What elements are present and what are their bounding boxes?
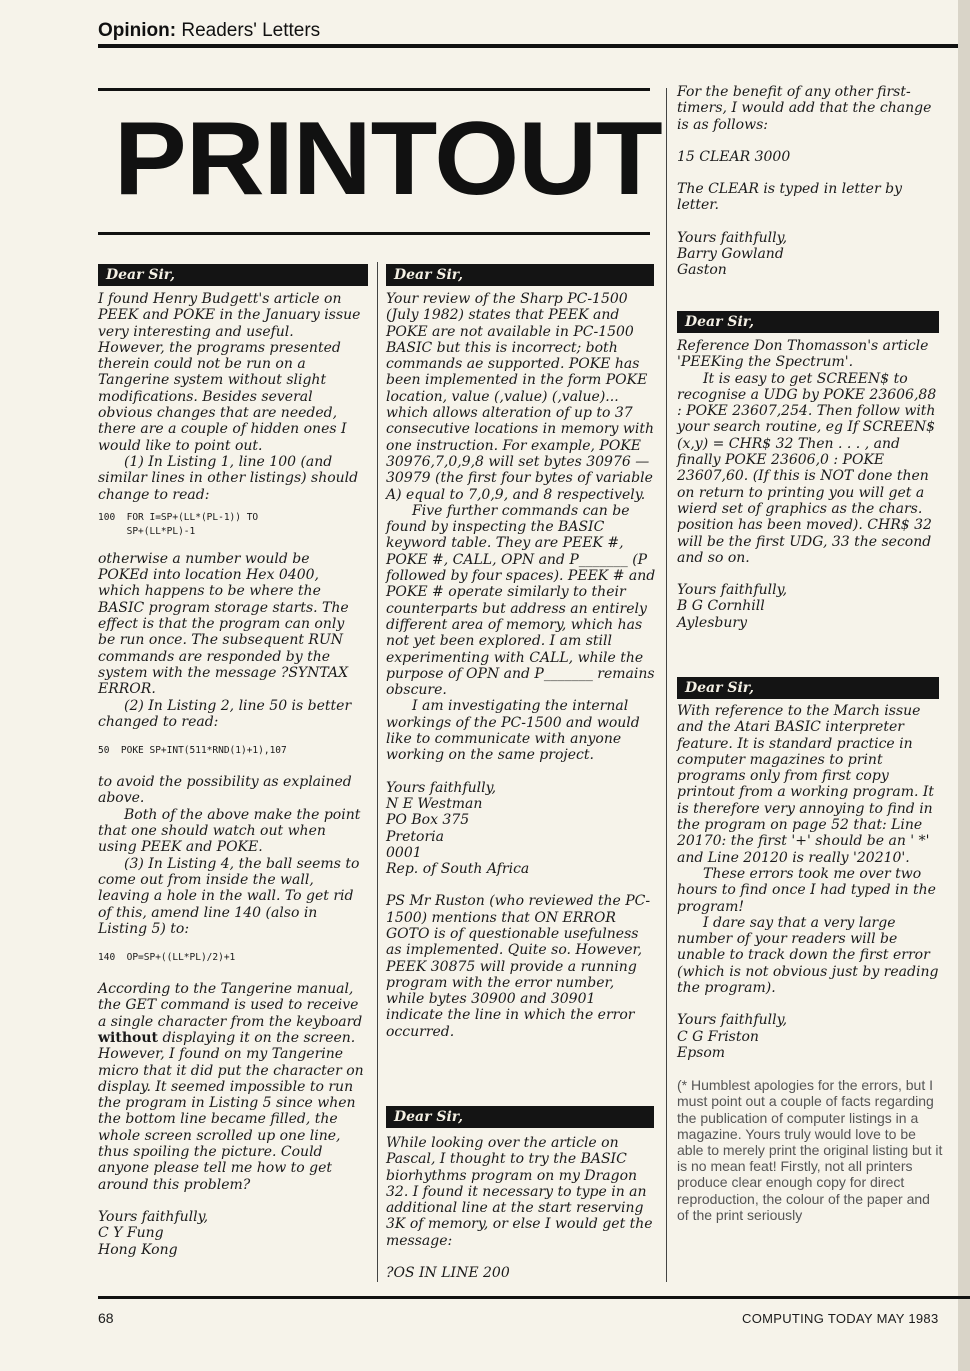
page-edge xyxy=(958,0,970,1371)
signature-place: Gaston xyxy=(677,262,727,279)
signature-closing: Yours faithfully, xyxy=(386,779,497,796)
signature-place: Hong Kong xyxy=(98,1241,178,1258)
letter-paragraph: Your review of the Sharp PC-1500 (July 1982) states that PEEK and POKE are not available in PC-1500 BASIC but this is incorrect; both commands ae supported. POKE has been implemented in the form POKE location, value (,value) (,value)... which allows alteration of up to 37 consecutive locations in memory with one instruction. For example, POKE 30976,7,0,9,8 will set bytes 30976 — 30979 (the first four bytes of variable A) equal to 7,0,9, and 8 respectively. xyxy=(386,291,655,503)
signature-address: Pretoria xyxy=(386,828,444,845)
column-divider xyxy=(377,262,378,1282)
signature-address: 0001 xyxy=(386,844,422,861)
section-sublabel: Readers' Letters xyxy=(181,20,321,41)
letter-5 xyxy=(677,703,945,1223)
emphasis-text: without xyxy=(98,1029,158,1046)
section-label: Opinion: xyxy=(98,20,177,41)
column-divider xyxy=(666,88,667,1282)
signature-place: Aylesbury xyxy=(677,614,747,631)
letter-1 xyxy=(98,291,364,1258)
letter-4 xyxy=(677,338,945,631)
masthead-title: PRINTOUT xyxy=(113,101,662,217)
signature-address: Rep. of South Africa xyxy=(386,861,530,878)
salutation-banner: Dear Sir, xyxy=(386,1106,654,1128)
letter-2 xyxy=(386,291,656,1040)
letter-paragraph: Both of the above make the point that one should watch out when using PEEK and POKE. xyxy=(98,806,361,856)
signature-name: B G Cornhill xyxy=(677,598,765,615)
letter-paragraph: ?OS IN LINE 200 xyxy=(386,1265,510,1282)
magazine-issue: COMPUTING TODAY MAY 1983 xyxy=(742,1311,939,1326)
text-run: displaying it on the screen. However, I found on my Tangerine micro that it did put the character on display. It seemed impossible to run the program in Listing 5 since when the bottom line became filled, the whole screen scrolled up one line, thus spoiling the picture. Could anyone please tell me how to get around this problem? xyxy=(98,1029,364,1193)
letter-paragraph: The CLEAR is typed in letter by letter. xyxy=(677,181,902,214)
letter-paragraph: With reference to the March issue and the Atari BASIC interpreter feature. It is standard practice in computer magazines to print programs only from first copy printout from a working program. It is therefore very annoying to find in the program on page 52 that: Line 20170: the first '+' should be an ' *' and Line 20120 is really '20210'. xyxy=(677,703,935,866)
signature-address: PO Box 375 xyxy=(386,812,470,829)
footer-rule xyxy=(98,1296,970,1299)
section-header xyxy=(98,20,320,42)
letter-paragraph: otherwise a number would be POKEd into location Hex 0400, which happens to be where the BASIC program storage starts. The effect is that the program can only be run once. The subsequent RUN commands are responded by the system with the message ?SYNTAX ERROR. xyxy=(98,550,349,698)
text-run: According to the Tangerine manual, the GET command is used to receive a single character from the keyboard xyxy=(98,981,363,1030)
letter-paragraph: These errors took me over two hours to find once I had typed in the program! xyxy=(677,865,936,915)
letter-paragraph: I am investigating the internal workings of the PC-1500 and would like to communicate with anyone working on the same project. xyxy=(386,698,640,764)
signature-name: C Y Fung xyxy=(98,1225,164,1242)
letter-paragraph: For the benefit of any other first-timers, I would add that the change is as follows: xyxy=(677,84,932,133)
code-listing: 140 OP=SP+((LL*PL)/2)+1 xyxy=(98,952,236,964)
letter-paragraph: (1) In Listing 1, line 100 (and similar lines in other listings) should change to read: xyxy=(98,453,359,503)
letter-paragraph: I dare say that a very large number of your readers will be unable to track down the first error (which is not obvious just by reading the program). xyxy=(677,914,939,997)
code-listing: 100 FOR I=SP+(LL*(PL-1)) TO SP+(LL*PL)-1 xyxy=(98,511,259,537)
signature-closing: Yours faithfully, xyxy=(98,1208,209,1225)
signature-name: Barry Gowland xyxy=(677,246,784,263)
masthead-top-rule xyxy=(98,88,650,91)
header-rule xyxy=(98,44,970,48)
letter-paragraph: While looking over the article on Pascal, I thought to try the BASIC biorhythms program on my Dragon 32. I found it necessary to type in an additional line at the start reserving 3K of memory, or else I would get the message: xyxy=(386,1135,653,1249)
letter-paragraph: Five further commands can be found by inspecting the BASIC keyword table. They are PEEK #, POKE #, CALL, OPN and P_______ (P followed by four spaces). PEEK # and POKE # operate similarly to their counterparts but address an entirely different area of memory, which has not yet been explored. I am still experimenting with CALL, while the purpose of OPN and P_______ remains obscure. xyxy=(386,502,656,699)
letter-paragraph: I found Henry Budgett's article on PEEK and POKE in the January issue very interesting and useful. However, the programs presented therein could not be run on a Tangerine system without slight modifications. Besides several obvious changes that are needed, there are a couple of hidden ones I would like to point out. xyxy=(98,291,361,454)
masthead-bottom-rule xyxy=(98,232,650,235)
letter-paragraph xyxy=(98,981,364,1193)
salutation-banner: Dear Sir, xyxy=(677,677,939,699)
letter-paragraph: to avoid the possibility as explained above. xyxy=(98,774,352,807)
salutation-banner: Dear Sir, xyxy=(386,264,654,286)
signature-closing: Yours faithfully, xyxy=(677,582,788,599)
letter-paragraph: (3) In Listing 4, the ball seems to come out from inside the wall, leaving a hole in the wall. To get rid of this, amend line 140 (also in Listing 5) to: xyxy=(98,855,360,937)
code-listing: 50 POKE SP+INT(511*RND(1)+1),107 xyxy=(98,745,287,757)
editor-reply: (* Humblest apologies for the errors, but I must point out a couple of facts regarding the publication of computer listings in a magazine. Yours truly would love to be able to merely print the original listing but it is no mean feat! Firstly, not all printers produce clear enough copy for direct reproduction, the colour of the paper and of the print seriously xyxy=(677,1077,943,1223)
salutation-banner: Dear Sir, xyxy=(677,311,939,333)
signature-name: C G Friston xyxy=(677,1028,759,1045)
signature-name: N E Westman xyxy=(386,795,483,812)
signature-closing: Yours faithfully, xyxy=(677,229,788,246)
postscript: PS Mr Ruston (who reviewed the PC-1500) mentions that ON ERROR GOTO is of questionable usefulness as implemented. Quite so. However, PEEK 30875 will provide a running program with the error number, while bytes 30900 and 30901 indicate the line in which the error occurred. xyxy=(386,893,651,1040)
letter-3-continued xyxy=(677,84,945,279)
signature-closing: Yours faithfully, xyxy=(677,1012,788,1029)
letter-paragraph: 15 CLEAR 3000 xyxy=(677,148,791,165)
letter-paragraph: Reference Don Thomasson's article 'PEEKing the Spectrum'. xyxy=(677,338,929,371)
letter-3 xyxy=(386,1135,656,1281)
letter-paragraph: (2) In Listing 2, line 50 is better changed to read: xyxy=(98,697,352,730)
salutation-banner: Dear Sir, xyxy=(98,264,368,286)
page-number: 68 xyxy=(98,1310,114,1326)
letter-paragraph: It is easy to get SCREEN$ to recognise a UDG by POKE 23606,88 : POKE 23607,254. Then follow with your search routine, eg If SCREEN$ (x,y) = CHR$ 32 Then . . . , and finally POKE 23606,0 : POKE 23607,60. (If this is NOT done then on return to printing you will get a wierd set of graphics as the chars. position has been moved). CHR$ 32 will be the first UDG, 33 the second and so on. xyxy=(677,370,937,566)
signature-place: Epsom xyxy=(677,1044,726,1061)
